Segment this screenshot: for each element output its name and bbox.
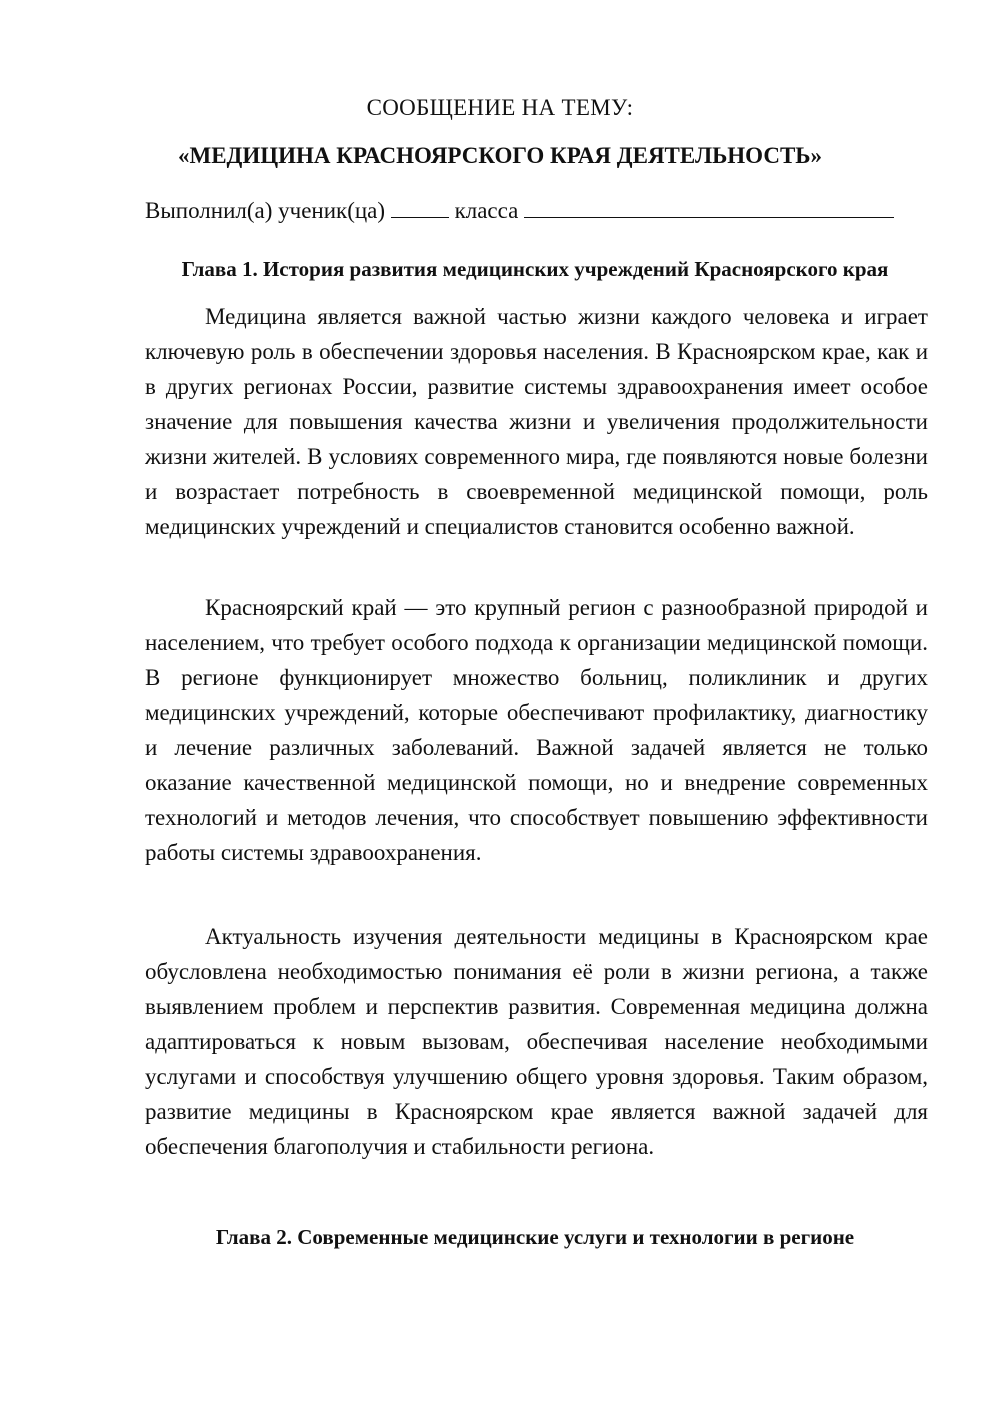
- chapter-2-heading: Глава 2. Современные медицинские услуги и технологии в регионе: [215, 1225, 855, 1249]
- student-name-blank: [524, 197, 894, 218]
- byline: [145, 196, 935, 226]
- class-label: класса: [454, 198, 519, 223]
- class-number-blank: [391, 197, 449, 218]
- performed-by-label: Выполнил(а) ученик(ца): [145, 198, 386, 223]
- document-title: «МЕДИЦИНА КРАСНОЯРСКОГО КРАЯ ДЕЯТЕЛЬНОСТЬ»: [178, 143, 822, 168]
- chapter-1-heading: Глава 1. История развития медицинских учреждений Красноярского края: [181, 257, 889, 281]
- title-prefix: СООБЩЕНИЕ НА ТЕМУ:: [366, 95, 634, 120]
- chapter-1-paragraph-2: Красноярский край — это крупный регион с разнообразной природой и населением, что требует особого подхода к организации медицинской помощи. В регионе функционирует множество больниц, поликлиник и других медицинских учреждений, которые обеспечивают профилактику, диагностику и лечение различных заболеваний. Важной задачей является не только оказание качественной медицинской помощи, но и внедрение современных технологий и методов лечения, что способствует повышению эффективности работы системы здравоохранения.: [145, 595, 928, 865]
- chapter-1-paragraph-1: Медицина является важной частью жизни каждого человека и играет ключевую роль в обеспечении здоровья населения. В Красноярском крае, как и в других регионах России, развитие системы здравоохранения имеет особое значение для повышения качества жизни и увеличения продолжительности жизни жителей. В условиях современного мира, где появляются новые болезни и возрастает потребность в своевременной медицинской помощи, роль медицинских учреждений и специалистов становится особенно важной.: [145, 304, 928, 539]
- chapter-1-paragraph-3: Актуальность изучения деятельности медицины в Красноярском крае обусловлена необходимостью понимания её роли в жизни региона, а также выявлением проблем и перспектив развития. Современная медицина должна адаптироваться к новым вызовам, обеспечивая население необходимыми услугами и способствуя улучшению общего уровня здоровья. Таким образом, развитие медицины в Красноярском крае является важной задачей для обеспечения благополучия и стабильности региона.: [145, 924, 928, 1159]
